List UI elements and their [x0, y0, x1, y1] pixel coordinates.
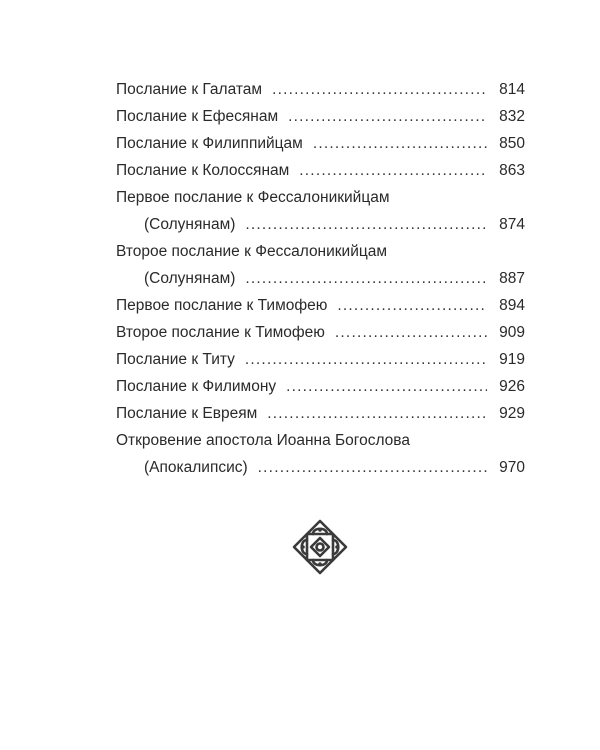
toc-line — [116, 238, 525, 265]
toc-line-continuation — [116, 265, 525, 292]
toc-entry[interactable] — [116, 292, 525, 319]
toc-title-continuation: (Солунянам) — [144, 270, 236, 287]
toc-title: Первое послание к Фессалоникийцам — [116, 189, 390, 206]
toc-entry[interactable] — [116, 76, 525, 103]
toc-entry[interactable] — [116, 130, 525, 157]
toc-page-number: 926 — [499, 378, 525, 395]
toc-entry[interactable] — [116, 184, 525, 238]
toc-entry[interactable] — [116, 103, 525, 130]
leader-dots — [313, 130, 487, 157]
toc-entry[interactable] — [116, 346, 525, 373]
toc-line — [116, 346, 525, 373]
toc-entry[interactable] — [116, 427, 525, 481]
toc-title: Послание к Филимону — [116, 378, 277, 395]
toc-title: Второе послание к Тимофею — [116, 324, 325, 341]
leader-dots — [335, 319, 487, 346]
leader-dots — [288, 103, 487, 130]
toc-title-continuation: (Апокалипсис) — [144, 459, 248, 476]
leader-dots — [267, 400, 487, 427]
toc-page-number: 850 — [499, 135, 525, 152]
toc-title: Второе послание к Фессалоникийцам — [116, 243, 388, 260]
toc-line — [116, 130, 525, 157]
toc-page-number: 919 — [499, 351, 525, 368]
toc-title: Послание к Колоссянам — [116, 162, 290, 179]
toc-line — [116, 319, 525, 346]
toc-entry[interactable] — [116, 400, 525, 427]
toc-page-number: 863 — [499, 162, 525, 179]
toc-title: Откровение апостола Иоанна Богослова — [116, 432, 410, 449]
toc-line — [116, 157, 525, 184]
toc-entry[interactable] — [116, 157, 525, 184]
toc-line — [116, 184, 525, 211]
toc-page-number: 874 — [499, 216, 525, 233]
toc-page-number: 894 — [499, 297, 525, 314]
leader-dots — [299, 157, 487, 184]
toc-entry[interactable] — [116, 319, 525, 346]
toc-page-number: 970 — [499, 459, 525, 476]
toc-line — [116, 103, 525, 130]
toc-line — [116, 76, 525, 103]
leader-dots — [286, 373, 487, 400]
toc-page-number: 929 — [499, 405, 525, 422]
toc-line — [116, 292, 525, 319]
leader-dots — [245, 211, 487, 238]
toc-title: Послание к Титу — [116, 351, 235, 368]
toc-line — [116, 427, 525, 454]
leader-dots — [337, 292, 487, 319]
toc-entry[interactable] — [116, 373, 525, 400]
toc-page-number: 814 — [499, 81, 525, 98]
toc-title: Первое послание к Тимофею — [116, 297, 328, 314]
toc-page-number: 832 — [499, 108, 525, 125]
toc-title-continuation: (Солунянам) — [144, 216, 236, 233]
leader-dots — [245, 265, 487, 292]
toc-page-number: 909 — [499, 324, 525, 341]
toc-line-continuation — [116, 454, 525, 481]
toc-title: Послание к Галатам — [116, 81, 263, 98]
toc-line — [116, 373, 525, 400]
toc-title: Послание к Евреям — [116, 405, 258, 422]
table-of-contents — [116, 76, 525, 481]
toc-line — [116, 400, 525, 427]
toc-title: Послание к Филиппийцам — [116, 135, 303, 152]
leader-dots — [245, 346, 487, 373]
toc-entry[interactable] — [116, 238, 525, 292]
celtic-knot-icon — [291, 518, 349, 576]
toc-title: Послание к Ефесянам — [116, 108, 279, 125]
leader-dots — [258, 454, 487, 481]
toc-page-number: 887 — [499, 270, 525, 287]
toc-line-continuation — [116, 211, 525, 238]
leader-dots — [272, 76, 487, 103]
